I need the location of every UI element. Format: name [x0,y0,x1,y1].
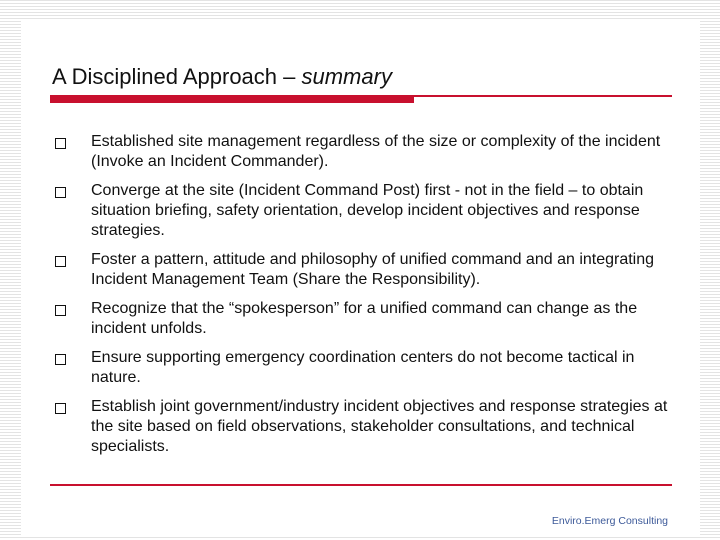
title-underline-thin [414,95,672,97]
bullet-item [55,250,675,290]
bullet-item [55,299,675,339]
footer-divider [50,484,672,486]
bullet-item [55,397,675,457]
bullet-item [55,181,675,241]
bullet-text: Recognize that the “spokesperson” for a unified command can change as the incident unfolds. [91,300,638,337]
square-bullet-icon [55,403,66,414]
slide-title-emphasis: summary [301,64,392,89]
bullet-item [55,348,675,388]
slide-title-main: A Disciplined Approach – [52,64,302,89]
slide-title [52,64,392,90]
square-bullet-icon [55,138,66,149]
square-bullet-icon [55,256,66,267]
title-underline-thick [50,95,414,103]
bullet-list [55,132,675,466]
bullet-item [55,132,675,172]
square-bullet-icon [55,305,66,316]
bullet-text: Converge at the site (Incident Command Post) first - not in the field – to obtain situation briefing, safety orientation, develop incident objectives and response strategies. [91,182,644,239]
bullet-text: Ensure supporting emergency coordination centers do not become tactical in nature. [91,349,635,386]
footer-company-name: Enviro.Emerg Consulting [551,515,668,527]
square-bullet-icon [55,187,66,198]
bullet-text: Establish joint government/industry incident objectives and response strategies at the site based on field observations, stakeholder consultations, and technical specialists. [91,398,668,455]
bullet-text: Foster a pattern, attitude and philosophy of unified command and an integrating Incident Management Team (Share the Responsibility). [91,251,655,288]
square-bullet-icon [55,354,66,365]
bullet-text: Established site management regardless of the size or complexity of the incident (Invoke an Incident Commander). [91,133,661,170]
